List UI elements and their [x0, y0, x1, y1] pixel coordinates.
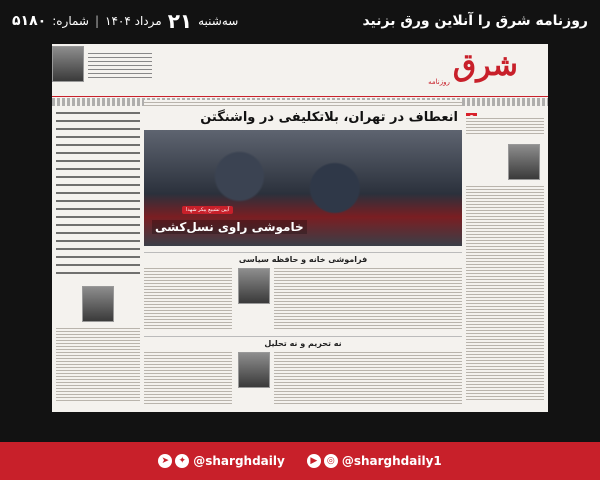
twitter-icon[interactable]: ✦: [175, 454, 189, 468]
logo-text: شرق: [452, 47, 518, 83]
issue-number: ۵۱۸۰: [12, 13, 47, 29]
handle-right-text: @sharghdaily1: [341, 454, 442, 468]
center-column: [144, 100, 462, 406]
handle-left-text: @sharghdaily: [193, 454, 285, 468]
footer-bar: [0, 442, 600, 480]
section1-text-right: [274, 266, 462, 330]
instagram-icon[interactable]: ◎: [324, 454, 338, 468]
right-column-intro: [466, 116, 544, 136]
main-photo: [144, 130, 462, 246]
section1-photo: [238, 268, 270, 304]
youtube-icon[interactable]: ▶: [307, 454, 321, 468]
masthead: [52, 44, 548, 88]
left-column-photo: [82, 286, 114, 322]
weekday: سه‌شنبه: [198, 14, 239, 28]
section2-title: نه تحریم و نه تحلیل: [144, 336, 462, 348]
section2-text-left: [144, 350, 232, 404]
left-column-text: [56, 326, 140, 402]
logo: [398, 44, 548, 86]
columnist-photo: [52, 46, 84, 82]
section2-photo: [238, 352, 270, 388]
right-column: [466, 104, 544, 406]
photo-caption: آیین تشییع پیکر شهدا: [182, 206, 233, 214]
section1-text-left: [144, 266, 232, 330]
section2-text-right: [274, 350, 462, 404]
masthead-ad: [52, 46, 152, 82]
left-column-teasers: [56, 106, 140, 276]
telegram-icon[interactable]: ➤: [158, 454, 172, 468]
main-headline: انعطاف در تهران، بلاتکلیفی در واشنگتن: [200, 110, 458, 125]
top-bar: [0, 0, 600, 42]
issue-meta: [12, 9, 238, 33]
separator: |: [94, 14, 100, 28]
logo-prefix: روزنامه: [428, 78, 450, 86]
photo-headline: خاموشی راوی نسل‌کشی: [152, 220, 307, 234]
right-column-text: [466, 184, 544, 402]
masthead-ad-text: [88, 50, 152, 78]
promo-text: روزنامه شرق را آنلاین ورق بزنید: [362, 13, 588, 29]
social-handle-right[interactable]: [307, 454, 442, 468]
left-column: [56, 104, 140, 406]
masthead-divider: [52, 90, 548, 97]
issue-label: شماره:: [52, 14, 89, 28]
month-year: مرداد ۱۴۰۴: [105, 14, 162, 28]
subheadline: [144, 100, 462, 108]
day-number: ۲۱: [167, 9, 193, 33]
right-column-photo: [508, 144, 540, 180]
section1-title: فراموشی خانه و حافظه سیاسی: [144, 252, 462, 264]
newspaper-front-page[interactable]: [52, 44, 548, 412]
social-handle-left[interactable]: [158, 454, 285, 468]
